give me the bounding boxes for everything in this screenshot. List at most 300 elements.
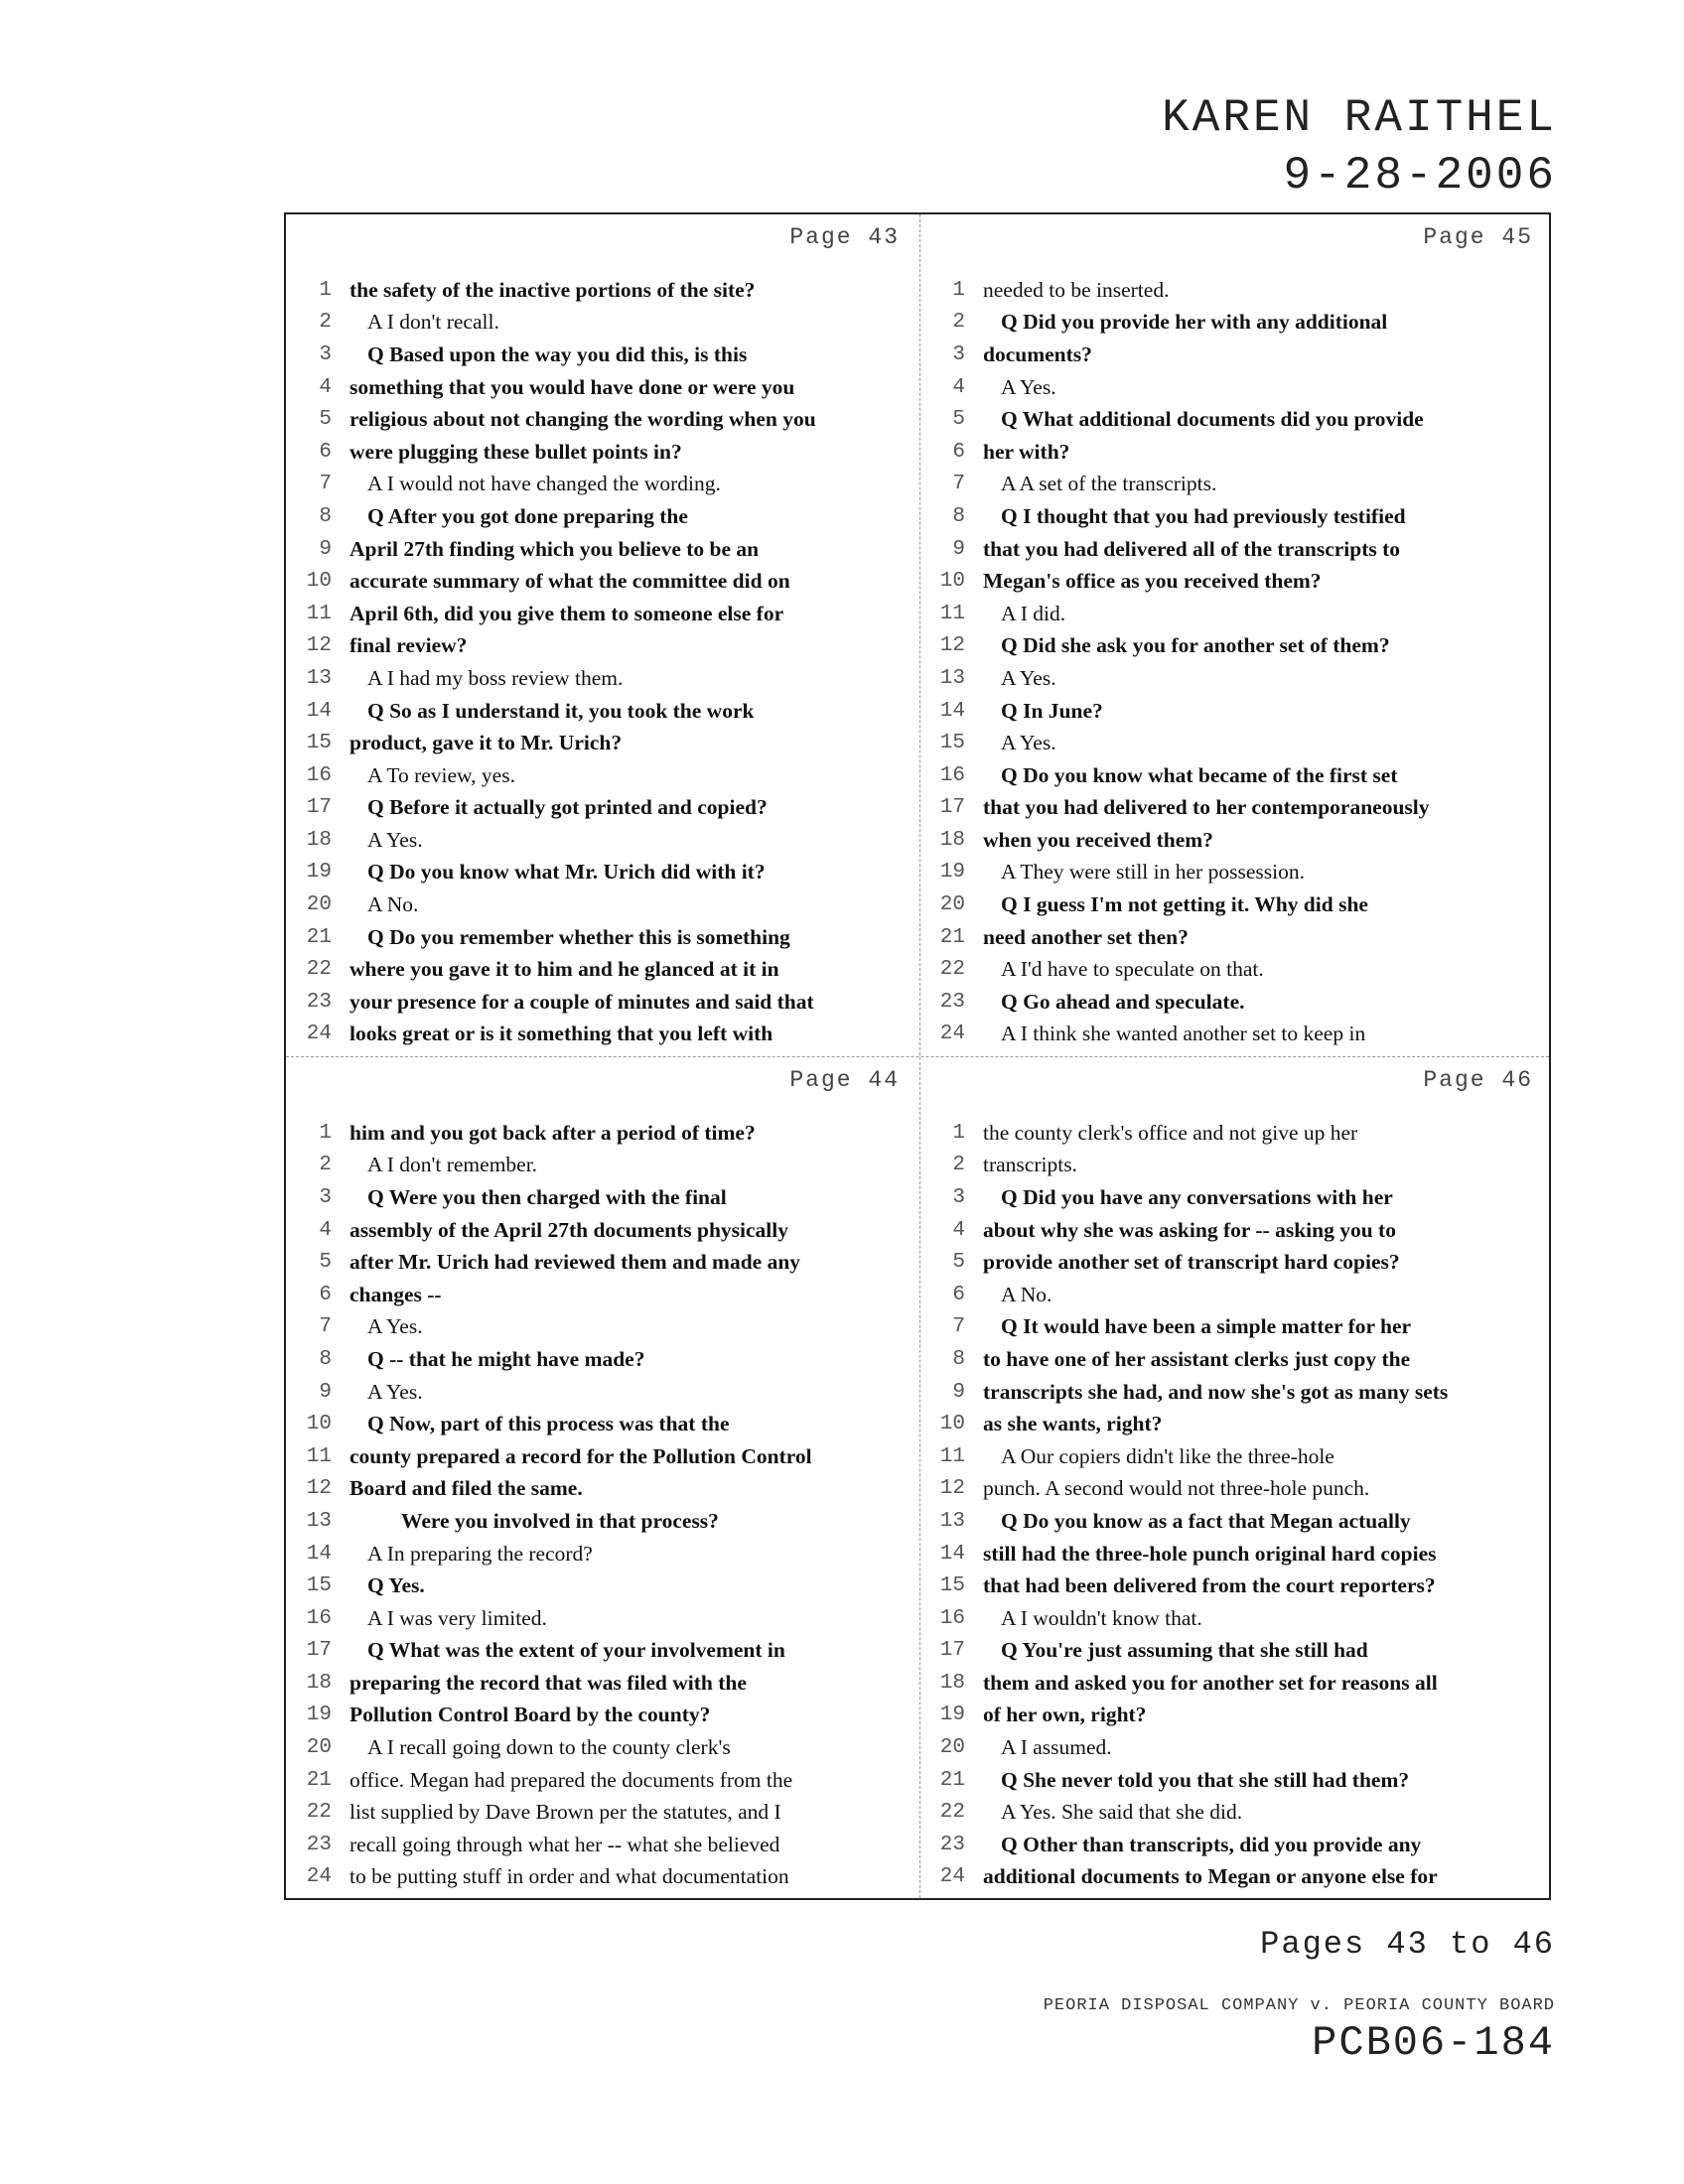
transcript-line — [286, 888, 917, 921]
line-number: 7 — [319, 473, 332, 496]
line-number: 19 — [939, 1704, 965, 1727]
transcript-frame — [284, 212, 1551, 1900]
line-text: Q Were you then charged with the final — [367, 1184, 727, 1209]
line-text: something that you would have done or were you — [350, 374, 795, 399]
case-number: PCB06-184 — [1312, 2019, 1555, 2067]
line-number: 19 — [306, 861, 332, 885]
line-number: 14 — [306, 699, 332, 723]
transcript-line — [286, 1829, 917, 1861]
transcript-line — [286, 274, 917, 307]
line-text: accurate summary of what the committee did on — [350, 569, 790, 594]
transcript-line — [919, 1700, 1551, 1732]
line-text: list supplied by Dave Brown per the statutes, and I — [350, 1800, 781, 1825]
line-text: looks great or is it something that you left with — [350, 1022, 773, 1046]
line-text: her with? — [983, 439, 1070, 464]
transcript-line — [286, 1764, 917, 1797]
transcript-line — [919, 1376, 1551, 1409]
line-text: Q I thought that you had previously testified — [1001, 503, 1406, 528]
line-text: A They were still in her possession. — [1001, 860, 1305, 885]
transcript-lines — [919, 274, 1551, 1050]
line-text: of her own, right? — [983, 1703, 1147, 1727]
line-text: A I'd have to speculate on that. — [1001, 957, 1264, 982]
transcript-line — [919, 274, 1551, 307]
line-text: Q What was the extent of your involvement in — [367, 1638, 785, 1663]
line-text: A I think she wanted another set to keep in — [1001, 1022, 1366, 1046]
line-number: 7 — [319, 1315, 332, 1339]
line-text: A No. — [367, 892, 419, 917]
transcript-line — [286, 371, 917, 404]
line-text: still had the three-hole punch original hard copies — [983, 1541, 1437, 1566]
line-number: 20 — [939, 1736, 965, 1760]
line-number: 1 — [952, 1121, 965, 1145]
line-number: 3 — [952, 1185, 965, 1209]
line-text: Q Yes. — [367, 1573, 425, 1598]
line-text: as she wants, right? — [983, 1412, 1163, 1436]
line-text: Q What additional documents did you provide — [1001, 407, 1424, 432]
line-number: 18 — [939, 1671, 965, 1695]
line-number: 5 — [952, 1251, 965, 1275]
transcript-line — [919, 1019, 1551, 1051]
line-text: Pollution Control Board by the county? — [350, 1703, 711, 1727]
line-text: A I recall going down to the county clerk's — [367, 1735, 731, 1760]
line-text: Board and filed the same. — [350, 1476, 583, 1501]
transcript-lines — [919, 1117, 1551, 1893]
transcript-line — [286, 500, 917, 533]
transcript-line — [286, 1473, 917, 1506]
page-46-panel — [919, 1057, 1551, 1897]
transcript-line — [286, 1408, 917, 1440]
line-text: A I was very limited. — [367, 1605, 547, 1630]
transcript-line — [919, 630, 1551, 663]
line-text: Q She never told you that she still had them? — [1001, 1767, 1410, 1792]
line-text: religious about not changing the wording when you — [350, 407, 816, 432]
line-number: 17 — [939, 796, 965, 820]
transcript-line — [919, 953, 1551, 986]
transcript-line — [919, 1408, 1551, 1440]
transcript-line — [286, 727, 917, 759]
transcript-line — [286, 1440, 917, 1473]
line-text: punch. A second would not three-hole punch. — [983, 1476, 1370, 1501]
line-number: 16 — [939, 763, 965, 787]
line-number: 1 — [952, 278, 965, 302]
transcript-line — [919, 1343, 1551, 1376]
line-number: 20 — [306, 1736, 332, 1760]
line-text: Q Other than transcripts, did you provide any — [1001, 1832, 1422, 1856]
line-number: 6 — [952, 1283, 965, 1306]
transcript-line — [286, 469, 917, 501]
line-number: 3 — [319, 1185, 332, 1209]
transcript-line — [919, 857, 1551, 889]
line-text: when you received them? — [983, 827, 1213, 852]
line-number: 24 — [306, 1865, 332, 1889]
transcript-line — [286, 1796, 917, 1829]
line-text: A Our copiers didn't like the three-hole — [1001, 1443, 1334, 1468]
line-number: 5 — [319, 1251, 332, 1275]
line-number: 6 — [319, 1283, 332, 1306]
line-number: 6 — [952, 440, 965, 464]
line-number: 11 — [306, 1444, 332, 1468]
line-text: Q In June? — [1001, 698, 1103, 723]
transcript-line — [919, 1538, 1551, 1570]
witness-name: KAREN RAITHEL — [1162, 92, 1557, 144]
transcript-line — [919, 727, 1551, 759]
transcript-line — [919, 759, 1551, 792]
line-number: 8 — [952, 1347, 965, 1371]
transcript-line — [919, 888, 1551, 921]
line-number: 8 — [952, 504, 965, 528]
line-text: recall going through what her -- what she believed — [350, 1832, 780, 1856]
line-number: 2 — [319, 1154, 332, 1177]
transcript-line — [286, 1311, 917, 1344]
line-number: 16 — [306, 763, 332, 787]
page-number: Page 46 — [1423, 1067, 1533, 1093]
page-45-panel — [919, 214, 1551, 1054]
line-text: Q So as I understand it, you took the work — [367, 698, 755, 723]
line-number: 7 — [952, 473, 965, 496]
transcript-line — [286, 565, 917, 598]
transcript-line — [286, 792, 917, 825]
line-text: A Yes. — [1001, 731, 1056, 755]
line-text: A Yes. — [1001, 665, 1056, 690]
line-number: 17 — [306, 1639, 332, 1663]
transcript-line — [286, 1861, 917, 1894]
transcript-line — [919, 1731, 1551, 1764]
transcript-line — [919, 436, 1551, 469]
line-number: 11 — [939, 1444, 965, 1468]
line-text: A Yes. — [367, 827, 423, 852]
transcript-line — [286, 1019, 917, 1051]
line-number: 21 — [939, 1768, 965, 1792]
transcript-line — [919, 500, 1551, 533]
transcript-line — [286, 1635, 917, 1668]
transcript-line — [286, 1214, 917, 1247]
line-text: A A set of the transcripts. — [1001, 472, 1217, 496]
line-text: county prepared a record for the Pollution Control — [350, 1443, 812, 1468]
line-number: 13 — [939, 1509, 965, 1533]
line-number: 12 — [306, 634, 332, 658]
line-text: Q I guess I'm not getting it. Why did she — [1001, 892, 1368, 917]
line-text: to have one of her assistant clerks just copy the — [983, 1346, 1411, 1371]
transcript-line — [286, 1181, 917, 1214]
transcript-line — [919, 371, 1551, 404]
line-number: 15 — [939, 1574, 965, 1598]
transcript-lines — [286, 1117, 917, 1893]
line-text: Megan's office as you received them? — [983, 569, 1322, 594]
transcript-line — [286, 1731, 917, 1764]
transcript-line — [286, 662, 917, 695]
line-text: that had been delivered from the court reporters? — [983, 1573, 1436, 1598]
line-number: 8 — [319, 504, 332, 528]
line-text: need another set then? — [983, 924, 1189, 949]
transcript-line — [919, 662, 1551, 695]
line-number: 4 — [952, 375, 965, 399]
line-number: 19 — [306, 1704, 332, 1727]
line-number: 12 — [939, 634, 965, 658]
transcript-line — [919, 1602, 1551, 1635]
line-number: 13 — [939, 666, 965, 690]
transcript-line — [919, 1861, 1551, 1894]
line-text: A To review, yes. — [367, 762, 515, 787]
transcript-lines — [286, 274, 917, 1050]
line-number: 14 — [939, 699, 965, 723]
transcript-line — [286, 857, 917, 889]
transcript-line — [286, 1570, 917, 1602]
transcript-line — [919, 824, 1551, 857]
transcript-line — [919, 307, 1551, 340]
line-number: 8 — [319, 1347, 332, 1371]
line-text: Q Now, part of this process was that the — [367, 1412, 730, 1436]
line-number: 9 — [319, 1380, 332, 1404]
line-text: Q Do you know what Mr. Urich did with it? — [367, 860, 766, 885]
line-text: A In preparing the record? — [367, 1541, 593, 1566]
line-number: 5 — [952, 408, 965, 432]
transcript-line — [286, 1376, 917, 1409]
line-number: 24 — [939, 1865, 965, 1889]
line-text: Q It would have been a simple matter for her — [1001, 1314, 1412, 1339]
line-number: 15 — [306, 1574, 332, 1598]
transcript-line — [286, 824, 917, 857]
transcript-line — [919, 1505, 1551, 1538]
line-text: A Yes. — [367, 1379, 423, 1404]
page-number: Page 45 — [1423, 224, 1533, 250]
line-number: 14 — [306, 1542, 332, 1566]
transcript-line — [286, 986, 917, 1019]
transcript-line — [286, 1150, 917, 1182]
line-text: the county clerk's office and not give up her — [983, 1120, 1358, 1145]
transcript-line — [286, 921, 917, 954]
transcript-line — [919, 1764, 1551, 1797]
line-text: Q Before it actually got printed and copied? — [367, 795, 768, 820]
line-number: 6 — [319, 440, 332, 464]
transcript-line — [286, 695, 917, 728]
line-text: Q Go ahead and speculate. — [1001, 989, 1245, 1014]
transcript-line — [919, 986, 1551, 1019]
page-range: Pages 43 to 46 — [1260, 1926, 1555, 1963]
line-number: 24 — [939, 1023, 965, 1046]
line-number: 24 — [306, 1023, 332, 1046]
transcript-line — [919, 1796, 1551, 1829]
transcript-line — [286, 1700, 917, 1732]
line-number: 4 — [319, 375, 332, 399]
line-text: Were you involved in that process? — [401, 1508, 719, 1533]
line-number: 7 — [952, 1315, 965, 1339]
line-text: Q Do you remember whether this is something — [367, 924, 790, 949]
line-number: 21 — [306, 925, 332, 949]
line-number: 22 — [306, 958, 332, 982]
line-number: 9 — [319, 537, 332, 561]
transcript-line — [286, 1602, 917, 1635]
line-number: 2 — [319, 311, 332, 335]
line-text: changes -- — [350, 1282, 442, 1306]
transcript-line — [919, 598, 1551, 630]
line-text: Q You're just assuming that she still had — [1001, 1638, 1368, 1663]
line-number: 17 — [939, 1639, 965, 1663]
transcript-line — [919, 1311, 1551, 1344]
line-number: 18 — [306, 828, 332, 852]
line-number: 20 — [306, 893, 332, 917]
transcript-line — [286, 403, 917, 436]
page-43-panel — [286, 214, 917, 1054]
line-number: 16 — [306, 1606, 332, 1630]
line-text: where you gave it to him and he glanced at it in — [350, 957, 779, 982]
transcript-line — [919, 1117, 1551, 1150]
line-number: 10 — [306, 1413, 332, 1436]
line-text: transcripts. — [983, 1153, 1077, 1177]
line-number: 10 — [306, 570, 332, 594]
page-number: Page 44 — [789, 1067, 900, 1093]
deposition-date: 9-28-2006 — [1283, 150, 1557, 202]
transcript-line — [919, 1570, 1551, 1602]
line-text: Q Based upon the way you did this, is this — [367, 341, 748, 366]
line-text: transcripts she had, and now she's got as many sets — [983, 1379, 1449, 1404]
line-text: A I wouldn't know that. — [1001, 1605, 1202, 1630]
line-number: 11 — [306, 602, 332, 625]
line-number: 17 — [306, 796, 332, 820]
line-number: 1 — [319, 278, 332, 302]
line-number: 13 — [306, 1509, 332, 1533]
line-text: after Mr. Urich had reviewed them and made any — [350, 1250, 801, 1275]
transcript-line — [286, 1117, 917, 1150]
transcript-line — [919, 1473, 1551, 1506]
line-text: him and you got back after a period of time? — [350, 1120, 756, 1145]
transcript-line — [919, 1635, 1551, 1668]
line-text: April 27th finding which you believe to be an — [350, 536, 760, 561]
line-number: 12 — [939, 1477, 965, 1501]
line-number: 4 — [952, 1218, 965, 1242]
line-text: assembly of the April 27th documents physically — [350, 1217, 788, 1242]
transcript-line — [919, 565, 1551, 598]
line-text: A Yes. — [367, 1314, 423, 1339]
line-text: Q After you got done preparing the — [367, 503, 688, 528]
line-number: 23 — [939, 1833, 965, 1856]
line-number: 23 — [306, 1833, 332, 1856]
line-text: final review? — [350, 633, 468, 658]
line-text: Q Did she ask you for another set of them? — [1001, 633, 1390, 658]
line-number: 18 — [306, 1671, 332, 1695]
line-number: 9 — [952, 1380, 965, 1404]
line-text: A I had my boss review them. — [367, 665, 624, 690]
line-number: 22 — [939, 1801, 965, 1825]
line-text: documents? — [983, 341, 1092, 366]
line-text: preparing the record that was filed with the — [350, 1670, 747, 1695]
transcript-line — [286, 307, 917, 340]
line-text: the safety of the inactive portions of the site? — [350, 277, 756, 302]
line-number: 19 — [939, 861, 965, 885]
line-text: Q Do you know as a fact that Megan actually — [1001, 1508, 1411, 1533]
transcript-line — [286, 1246, 917, 1279]
transcript-line — [919, 1246, 1551, 1279]
line-number: 21 — [939, 925, 965, 949]
transcript-line — [286, 1538, 917, 1570]
line-text: product, gave it to Mr. Urich? — [350, 731, 623, 755]
line-text: A No. — [1001, 1282, 1052, 1306]
transcript-line — [919, 339, 1551, 371]
line-number: 21 — [306, 1768, 332, 1792]
line-number: 5 — [319, 408, 332, 432]
transcript-line — [919, 533, 1551, 566]
line-number: 2 — [952, 311, 965, 335]
line-number: 16 — [939, 1606, 965, 1630]
line-number: 11 — [939, 602, 965, 625]
line-number: 3 — [319, 342, 332, 366]
line-number: 18 — [939, 828, 965, 852]
transcript-line — [919, 1279, 1551, 1311]
document-header — [1162, 89, 1557, 205]
line-text: A Yes. — [1001, 374, 1056, 399]
line-number: 15 — [306, 732, 332, 755]
line-text: needed to be inserted. — [983, 277, 1170, 302]
transcript-line — [919, 1440, 1551, 1473]
line-text: A I don't remember. — [367, 1153, 538, 1177]
line-text: additional documents to Megan or anyone else for — [983, 1864, 1438, 1889]
transcript-line — [286, 759, 917, 792]
line-text: Q -- that he might have made? — [367, 1346, 645, 1371]
transcript-line — [286, 1667, 917, 1700]
line-text: were plugging these bullet points in? — [350, 439, 682, 464]
line-number: 10 — [939, 570, 965, 594]
transcript-line — [286, 953, 917, 986]
line-number: 20 — [939, 893, 965, 917]
transcript-line — [286, 339, 917, 371]
line-number: 2 — [952, 1154, 965, 1177]
transcript-line — [919, 403, 1551, 436]
line-text: that you had delivered to her contemporaneously — [983, 795, 1430, 820]
line-text: A I did. — [1001, 601, 1066, 625]
page-number: Page 43 — [789, 224, 900, 250]
transcript-line — [286, 598, 917, 630]
transcript-line — [286, 630, 917, 663]
line-number: 3 — [952, 342, 965, 366]
line-text: provide another set of transcript hard copies? — [983, 1250, 1400, 1275]
line-text: them and asked you for another set for reasons all — [983, 1670, 1438, 1695]
line-text: Q Do you know what became of the first set — [1001, 762, 1398, 787]
line-number: 22 — [306, 1801, 332, 1825]
transcript-line — [919, 1829, 1551, 1861]
transcript-line — [286, 1343, 917, 1376]
line-text: Q Did you have any conversations with her — [1001, 1184, 1393, 1209]
line-number: 1 — [319, 1121, 332, 1145]
transcript-line — [919, 1214, 1551, 1247]
page-44-panel — [286, 1057, 917, 1897]
line-text: office. Megan had prepared the documents from the — [350, 1767, 793, 1792]
transcript-line — [919, 792, 1551, 825]
line-number: 23 — [306, 990, 332, 1014]
document-footer — [1044, 1926, 1555, 2067]
transcript-line — [919, 695, 1551, 728]
transcript-line — [919, 1150, 1551, 1182]
line-number: 4 — [319, 1218, 332, 1242]
line-number: 12 — [306, 1477, 332, 1501]
line-text: A I don't recall. — [367, 310, 499, 335]
transcript-line — [286, 1505, 917, 1538]
transcript-line — [286, 436, 917, 469]
line-text: to be putting stuff in order and what documentation — [350, 1864, 789, 1889]
line-text: that you had delivered all of the transcripts to — [983, 536, 1401, 561]
line-text: April 6th, did you give them to someone else for — [350, 601, 784, 625]
line-text: your presence for a couple of minutes and said that — [350, 989, 814, 1014]
line-number: 15 — [939, 732, 965, 755]
transcript-line — [286, 533, 917, 566]
transcript-line — [919, 921, 1551, 954]
line-text: A I would not have changed the wording. — [367, 472, 721, 496]
line-number: 10 — [939, 1413, 965, 1436]
transcript-line — [286, 1279, 917, 1311]
line-number: 9 — [952, 537, 965, 561]
line-text: A I assumed. — [1001, 1735, 1112, 1760]
line-text: A Yes. She said that she did. — [1001, 1800, 1243, 1825]
transcript-line — [919, 469, 1551, 501]
line-number: 23 — [939, 990, 965, 1014]
